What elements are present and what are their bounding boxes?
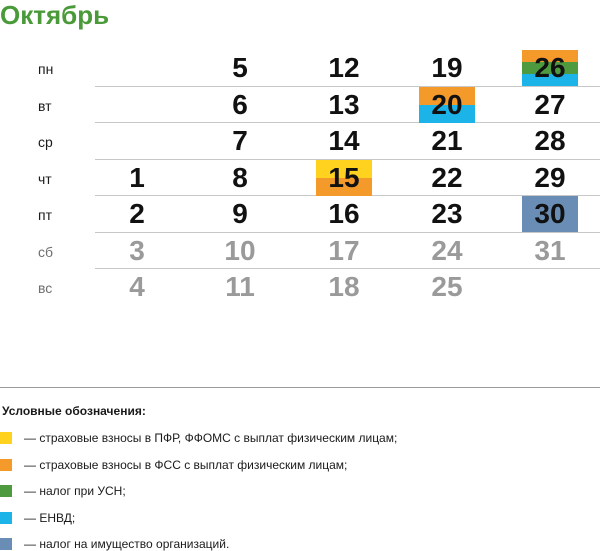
day-number: 6 xyxy=(232,88,248,120)
day-cell-24 xyxy=(419,233,475,269)
legend-text: — налог на имущество организаций. xyxy=(24,537,230,551)
day-cell-6 xyxy=(212,87,268,123)
day-cell-9 xyxy=(212,196,268,232)
day-number: 7 xyxy=(232,125,248,156)
weekday-label-1: вт xyxy=(38,97,52,114)
day-number: 31 xyxy=(534,234,566,266)
day-cell-30 xyxy=(522,196,578,232)
day-cell-21 xyxy=(419,123,475,159)
day-number: 2 xyxy=(129,198,145,229)
day-cell-3 xyxy=(109,233,165,269)
day-number: 25 xyxy=(431,271,463,302)
legend-text: — ЕНВД; xyxy=(24,510,76,525)
day-number: 30 xyxy=(534,198,566,229)
day-number: 9 xyxy=(232,198,248,229)
day-number: 1 xyxy=(129,161,145,193)
day-number: 8 xyxy=(232,161,248,193)
day-cell-15 xyxy=(316,160,372,196)
legend-text: — налог при УСН; xyxy=(24,484,126,498)
day-cell-8 xyxy=(212,160,268,196)
weekday-label-6: вс xyxy=(38,280,53,296)
day-cell-25 xyxy=(419,269,475,305)
day-number: 23 xyxy=(431,198,463,229)
day-number: 4 xyxy=(129,271,145,302)
weekday-label-5: сб xyxy=(38,243,54,260)
day-cell-20 xyxy=(419,87,475,123)
legend-title: Условные обозначения: xyxy=(2,404,146,418)
day-cell-16 xyxy=(316,196,372,232)
day-number: 20 xyxy=(431,88,463,120)
day-cell-18 xyxy=(316,269,372,305)
weekday-label-3: чт xyxy=(38,170,52,187)
day-number: 26 xyxy=(534,52,566,83)
day-cell-17 xyxy=(316,233,372,269)
weekday-label-4: пт xyxy=(38,207,52,223)
day-cell-1 xyxy=(109,160,165,196)
legend-swatch-green xyxy=(0,485,12,497)
day-number: 15 xyxy=(328,161,360,193)
day-cell-26 xyxy=(522,50,578,86)
weekday-label-2: ср xyxy=(38,134,53,150)
day-number: 18 xyxy=(328,271,360,302)
day-number: 12 xyxy=(328,52,360,83)
legend-divider xyxy=(0,387,600,388)
day-number: 21 xyxy=(431,125,463,156)
day-cell-22 xyxy=(419,160,475,196)
day-cell-27 xyxy=(522,87,578,123)
day-number: 13 xyxy=(328,88,360,120)
day-number: 19 xyxy=(431,52,463,83)
day-cell-19 xyxy=(419,50,475,86)
month-title: Октябрь xyxy=(0,0,110,30)
weekday-label-0: пн xyxy=(38,61,54,77)
day-cell-14 xyxy=(316,123,372,159)
day-cell-29 xyxy=(522,160,578,196)
day-number: 24 xyxy=(431,234,463,266)
day-cell-7 xyxy=(212,123,268,159)
legend-swatch-steel xyxy=(0,538,12,550)
day-number: 11 xyxy=(225,271,255,302)
day-number: 14 xyxy=(328,125,360,156)
day-number: 27 xyxy=(534,88,566,120)
day-cell-5 xyxy=(212,50,268,86)
day-number: 22 xyxy=(431,161,463,193)
day-cell-28 xyxy=(522,123,578,159)
day-number: 16 xyxy=(328,198,360,229)
day-cell-23 xyxy=(419,196,475,232)
day-number: 28 xyxy=(534,125,566,156)
day-number: 29 xyxy=(534,161,566,193)
day-cell-12 xyxy=(316,50,372,86)
legend-text: — страховые взносы в ФСС с выплат физическим лицам; xyxy=(24,457,348,472)
legend-swatch-orange xyxy=(0,459,12,471)
day-cell-2 xyxy=(109,196,165,232)
legend-swatch-yellow xyxy=(0,432,12,444)
legend-swatch-cyan xyxy=(0,512,12,524)
day-number: 5 xyxy=(232,52,248,83)
day-number: 17 xyxy=(328,234,360,266)
day-number: 3 xyxy=(129,234,145,266)
day-number: 10 xyxy=(224,234,256,266)
day-cell-11 xyxy=(212,269,268,305)
day-cell-31 xyxy=(522,233,578,269)
day-cell-4 xyxy=(109,269,165,305)
legend-text: — страховые взносы в ПФР, ФФОМС с выплат физическим лицам; xyxy=(24,431,398,445)
day-cell-10 xyxy=(212,233,268,269)
day-cell-13 xyxy=(316,87,372,123)
